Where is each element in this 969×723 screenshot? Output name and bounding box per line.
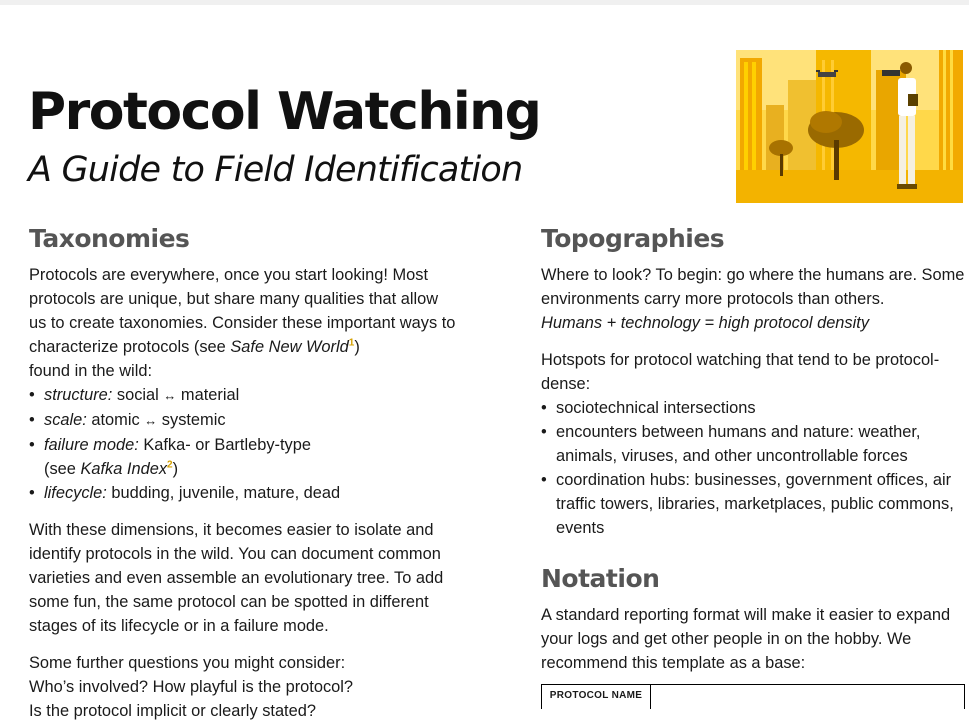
bidirectional-arrow-icon: ↔ xyxy=(144,413,158,428)
list-item: • structure: social ↔ material xyxy=(29,383,459,408)
taxonomies-heading: Taxonomies xyxy=(29,224,190,253)
footnote-1-marker[interactable]: 1 xyxy=(348,337,355,349)
list-item: • failure mode: Kafka- or Bartleby-type (see Kafka Index$^2$) xyxy=(29,433,459,481)
notation-heading: Notation xyxy=(541,564,660,593)
safe-new-world-ref: Safe New World xyxy=(230,338,349,356)
hotspots-list xyxy=(541,396,969,540)
protocol-template-table xyxy=(541,684,965,709)
notation-section xyxy=(541,564,969,675)
protocol-name-value-cell[interactable] xyxy=(651,685,964,709)
protocol-name-label: PROTOCOL NAME xyxy=(542,685,651,709)
list-item: • encounters between humans and nature: weather, animals, viruses, and other uncontrollable forces xyxy=(541,420,969,468)
list-item: • sociotechnical intersections xyxy=(541,396,969,420)
taxonomy-list xyxy=(29,383,459,505)
hotspots-intro: Hotspots for protocol watching that tend to be protocol-dense: xyxy=(541,351,940,393)
page-subtitle: A Guide to Field Identification xyxy=(28,150,523,190)
footnote-2-marker[interactable]: 2 xyxy=(167,459,173,471)
list-item: • coordination hubs: businesses, government offices, air traffic towers, libraries, marketplaces, public commons, events xyxy=(541,468,969,540)
taxonomies-paragraph-3: Some further questions you might consider: Who’s involved? How playful is the protocol? Is the protocol implicit or clearly stated? xyxy=(29,654,354,720)
topographies-heading: Topographies xyxy=(541,224,725,253)
taxonomies-paragraph-2: With these dimensions, it becomes easier to isolate and identify protocols in the wild. You can document common varieties and even assemble an evolutionary tree. To add some fun, the same protocol can be spotted in different stages of its lifecycle or in a failure mode. xyxy=(29,521,444,635)
bidirectional-arrow-icon: ↔ xyxy=(163,388,177,403)
taxonomies-intro: Protocols are everywhere, once you start looking! Most protocols are unique, but share many qualities that allow us to create taxonomies. Consider these important ways to characterize protocols (see Safe New World$^1$) found in the wild: xyxy=(29,266,456,380)
topographies-section xyxy=(541,224,969,675)
page-title: Protocol Watching xyxy=(28,82,541,142)
hero-illustration xyxy=(736,50,963,203)
page-top-edge xyxy=(0,0,969,5)
list-item: • lifecycle: budding, juvenile, mature, dead xyxy=(29,481,459,505)
list-item: • scale: atomic ↔ systemic xyxy=(29,408,459,433)
kafka-index-ref: Kafka Index xyxy=(80,460,168,478)
notation-text: A standard reporting format will make it easier to expand your logs and get other people in on the hobby. We recommend this template as a base: xyxy=(541,606,951,672)
taxonomies-section xyxy=(29,224,459,723)
topographies-intro: Where to look? To begin: go where the humans are. Some environments carry more protocols than others. Humans + technology = high protocol density xyxy=(541,266,965,332)
